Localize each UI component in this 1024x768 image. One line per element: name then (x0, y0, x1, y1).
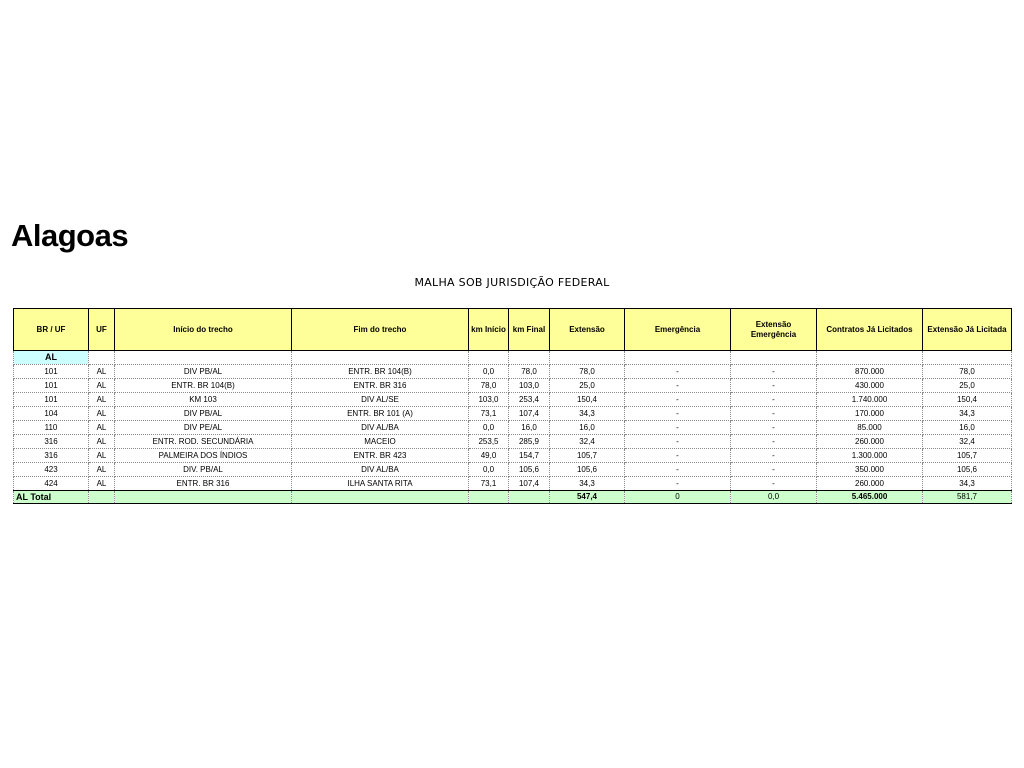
cell-br: 316 (14, 449, 89, 463)
col-header-ext-licitada: Extensão Já Licitada (923, 309, 1012, 351)
col-header-fim: Fim do trecho (292, 309, 469, 351)
cell-fim: ILHA SANTA RITA (292, 477, 469, 491)
cell-emergencia: - (625, 435, 731, 449)
cell-br: 101 (14, 393, 89, 407)
cell-fim: ENTR. BR 101 (A) (292, 407, 469, 421)
cell-inicio: DIV. PB/AL (115, 463, 292, 477)
cell-contratos: 870.000 (817, 365, 923, 379)
cell-fim: MACEIO (292, 435, 469, 449)
cell-ext-emergencia: - (731, 379, 817, 393)
cell-emergencia: - (625, 421, 731, 435)
cell-contratos: 430.000 (817, 379, 923, 393)
cell-extensao: 16,0 (550, 421, 625, 435)
cell-ext-licitada: 150,4 (923, 393, 1012, 407)
cell-uf: AL (89, 421, 115, 435)
cell-extensao: 34,3 (550, 407, 625, 421)
cell-ext-licitada: 25,0 (923, 379, 1012, 393)
cell-contratos: 85.000 (817, 421, 923, 435)
col-header-extensao: Extensão (550, 309, 625, 351)
cell-contratos: 1.740.000 (817, 393, 923, 407)
table-row (14, 421, 1012, 435)
cell-ext-emergencia: - (731, 435, 817, 449)
cell-km-inicio: 49,0 (469, 449, 509, 463)
cell-emergencia: - (625, 463, 731, 477)
cell-uf: AL (89, 449, 115, 463)
cell-km-final: 107,4 (509, 407, 550, 421)
cell-km-inicio: 0,0 (469, 421, 509, 435)
total-row (14, 491, 1012, 504)
cell-ext-licitada: 105,6 (923, 463, 1012, 477)
total-label: AL Total (14, 491, 89, 504)
cell-ext-emergencia: - (731, 463, 817, 477)
table-row (14, 365, 1012, 379)
cell-br: 104 (14, 407, 89, 421)
cell-km-inicio: 0,0 (469, 365, 509, 379)
table-row (14, 463, 1012, 477)
cell-fim: DIV AL/BA (292, 421, 469, 435)
table-row (14, 407, 1012, 421)
cell-br: 110 (14, 421, 89, 435)
cell-fim: ENTR. BR 104(B) (292, 365, 469, 379)
cell-br: 423 (14, 463, 89, 477)
cell-km-inicio: 73,1 (469, 407, 509, 421)
cell-inicio: KM 103 (115, 393, 292, 407)
data-table (13, 308, 1012, 504)
cell-emergencia: - (625, 407, 731, 421)
cell-extensao: 25,0 (550, 379, 625, 393)
cell-contratos: 170.000 (817, 407, 923, 421)
total-ext-licitada: 581,7 (923, 491, 1012, 504)
cell-contratos: 260.000 (817, 477, 923, 491)
header-row (14, 309, 1012, 351)
cell-ext-licitada: 34,3 (923, 407, 1012, 421)
cell-contratos: 350.000 (817, 463, 923, 477)
cell-emergencia: - (625, 379, 731, 393)
cell-uf: AL (89, 365, 115, 379)
cell-br: 316 (14, 435, 89, 449)
table-row (14, 435, 1012, 449)
cell-ext-licitada: 105,7 (923, 449, 1012, 463)
cell-km-inicio: 103,0 (469, 393, 509, 407)
cell-uf: AL (89, 477, 115, 491)
cell-km-final: 107,4 (509, 477, 550, 491)
cell-inicio: PALMEIRA DOS ÍNDIOS (115, 449, 292, 463)
cell-fim: ENTR. BR 316 (292, 379, 469, 393)
page-title: Alagoas (11, 218, 129, 253)
cell-ext-licitada: 32,4 (923, 435, 1012, 449)
cell-uf: AL (89, 407, 115, 421)
cell-km-final: 78,0 (509, 365, 550, 379)
cell-uf: AL (89, 463, 115, 477)
table-row (14, 477, 1012, 491)
group-row (14, 351, 1012, 365)
cell-uf: AL (89, 393, 115, 407)
cell-ext-emergencia: - (731, 365, 817, 379)
cell-fim: ENTR. BR 423 (292, 449, 469, 463)
cell-contratos: 260.000 (817, 435, 923, 449)
group-label: AL (14, 351, 89, 365)
total-emergencia: 0 (625, 491, 731, 504)
cell-extensao: 105,7 (550, 449, 625, 463)
total-extensao: 547,4 (550, 491, 625, 504)
cell-uf: AL (89, 379, 115, 393)
cell-inicio: DIV PE/AL (115, 421, 292, 435)
cell-km-inicio: 253,5 (469, 435, 509, 449)
cell-km-final: 16,0 (509, 421, 550, 435)
cell-fim: DIV AL/BA (292, 463, 469, 477)
total-ext-emergencia: 0,0 (731, 491, 817, 504)
cell-extensao: 78,0 (550, 365, 625, 379)
cell-ext-emergencia: - (731, 393, 817, 407)
cell-ext-emergencia: - (731, 477, 817, 491)
col-header-contratos: Contratos Já Licitados (817, 309, 923, 351)
cell-km-inicio: 0,0 (469, 463, 509, 477)
cell-km-inicio: 78,0 (469, 379, 509, 393)
cell-uf: AL (89, 435, 115, 449)
cell-contratos: 1.300.000 (817, 449, 923, 463)
table-row (14, 393, 1012, 407)
cell-fim: DIV AL/SE (292, 393, 469, 407)
cell-km-final: 285,9 (509, 435, 550, 449)
col-header-br-uf: BR / UF (14, 309, 89, 351)
cell-km-inicio: 73,1 (469, 477, 509, 491)
cell-ext-emergencia: - (731, 449, 817, 463)
cell-ext-emergencia: - (731, 407, 817, 421)
cell-br: 101 (14, 365, 89, 379)
cell-emergencia: - (625, 449, 731, 463)
cell-inicio: DIV PB/AL (115, 407, 292, 421)
cell-inicio: DIV PB/AL (115, 365, 292, 379)
table-row (14, 379, 1012, 393)
cell-km-final: 105,6 (509, 463, 550, 477)
col-header-km-final: km Final (509, 309, 550, 351)
cell-extensao: 32,4 (550, 435, 625, 449)
cell-extensao: 34,3 (550, 477, 625, 491)
cell-emergencia: - (625, 477, 731, 491)
cell-inicio: ENTR. ROD. SECUNDÁRIA (115, 435, 292, 449)
cell-km-final: 103,0 (509, 379, 550, 393)
cell-ext-licitada: 78,0 (923, 365, 1012, 379)
cell-km-final: 154,7 (509, 449, 550, 463)
cell-ext-licitada: 34,3 (923, 477, 1012, 491)
cell-inicio: ENTR. BR 316 (115, 477, 292, 491)
col-header-uf: UF (89, 309, 115, 351)
cell-inicio: ENTR. BR 104(B) (115, 379, 292, 393)
total-contratos: 5.465.000 (817, 491, 923, 504)
table-row (14, 449, 1012, 463)
cell-km-final: 253,4 (509, 393, 550, 407)
col-header-inicio: Início do trecho (115, 309, 292, 351)
cell-ext-licitada: 16,0 (923, 421, 1012, 435)
table-caption: MALHA SOB JURISDIÇÃO FEDERAL (414, 276, 610, 289)
cell-emergencia: - (625, 393, 731, 407)
col-header-ext-emergencia: Extensão Emergência (731, 309, 817, 351)
cell-emergencia: - (625, 365, 731, 379)
col-header-emergencia: Emergência (625, 309, 731, 351)
cell-ext-emergencia: - (731, 421, 817, 435)
cell-br: 424 (14, 477, 89, 491)
cell-extensao: 150,4 (550, 393, 625, 407)
cell-br: 101 (14, 379, 89, 393)
col-header-km-inicio: km Início (469, 309, 509, 351)
cell-extensao: 105,6 (550, 463, 625, 477)
